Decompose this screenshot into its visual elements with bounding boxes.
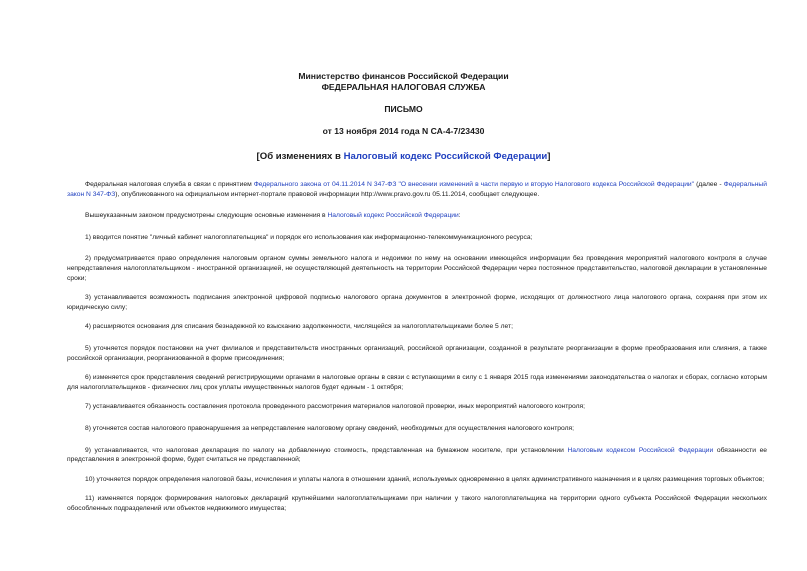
list-item-8: 8) уточняется состав налогового правонарушения за непредставление налоговому органу сведений, необходимых для осуществления налогового контроля; xyxy=(85,424,574,432)
intro-paragraph xyxy=(67,180,767,199)
intro-text-2: (далее - xyxy=(694,181,724,188)
changes-tax-code-link[interactable]: Налоговый кодекс Российской Федерации xyxy=(327,212,459,220)
letter-subject xyxy=(0,150,807,163)
letter-heading: ПИСЬМО xyxy=(384,104,423,114)
letter-body xyxy=(67,180,767,523)
subject-tax-code-link[interactable]: Налоговый кодекс Российской Федерации xyxy=(343,151,548,162)
service-heading: ФЕДЕРАЛЬНАЯ НАЛОГОВАЯ СЛУЖБА xyxy=(321,82,486,92)
intro-text-3: ), опубликованного на официальном интернет-портале правовой информации http://www.pravo.gov.ru 05.11.2014, сообщает следующее. xyxy=(115,190,540,198)
letter-date: от 13 ноября 2014 года N СА-4-7/23430 xyxy=(322,126,485,136)
subject-open: [Об изменениях в xyxy=(256,151,344,162)
changes-intro-paragraph xyxy=(67,211,767,221)
item-9-tax-code-link[interactable]: Налоговым кодексом Российской Федерации xyxy=(567,446,714,454)
changes-intro-text-1: Вышеуказанным законом предусмотрены следующие основные изменения в xyxy=(85,212,328,220)
list-item-9 xyxy=(67,446,767,465)
federal-law-short-link[interactable]: Федеральный закон N 347-ФЗ xyxy=(67,181,767,198)
federal-law-link[interactable]: Федерального закона от 04.11.2014 N 347-ФЗ "О внесении изменений в части первую и вторую Налогового кодекса Российской Федерации" xyxy=(253,181,695,188)
changes-intro-text-2: : xyxy=(458,212,461,220)
list-item-6: 6) изменяется срок представления сведений регистрирующими органами в налоговые органы в связи с вступающими в силу с 1 января 2015 года изменениями законодательства о налогах и сборах, согласно которым для налогоплательщиков - физических лиц срок уплаты имущественных налогов будет единым - 1 октября; xyxy=(67,374,767,391)
list-item-5: 5) уточняется порядок постановки на учет филиалов и представительств иностранных организаций, российской организации, созданной в результате реорганизации в форме преобразования или слияния, а также российской организации, реорганизованной в форме присоединения; xyxy=(67,344,767,362)
ministry-heading: Министерство финансов Российской Федерации xyxy=(298,71,509,81)
subject-close: ] xyxy=(547,151,551,162)
list-item-4: 4) расширяются основания для списания безнадежной ко взысканию задолженности, числящейся за налогоплательщиками более 5 лет; xyxy=(85,323,513,331)
list-item-10: 10) уточняется порядок определения налоговой базы, исчисления и уплаты налога в отношении зданий, используемых одновременно в целях административного назначения и в целях размещения торговых объектов; xyxy=(85,475,765,483)
list-item-1: 1) вводится понятие "личный кабинет налогоплательщика" и порядок его использования как информационно-телекоммуникационного ресурса; xyxy=(85,233,533,241)
list-item-11: 11) изменяется порядок формирования налоговых деклараций крупнейшими налогоплательщиками при наличии у такого налогоплательщика на территории одного субъекта Российской Федерации нескольких обособленных подразделений или объектов недвижимого имущества; xyxy=(67,495,767,512)
list-item-2: 2) предусматривается право определения налоговым органом суммы земельного налога и недоимки по нему на основании имеющейся информации без проведения мероприятий налогового контроля в случае непредставления налогоплательщиком - иностранной организацией, не осуществляющей деятельность на территории Российской Федерации через постоянное представительство, налоговой декларации в установленные сроки; xyxy=(67,255,767,282)
list-item-7: 7) устанавливается обязанность составления протокола проведенного рассмотрения материалов налоговой проверки, иных мероприятий налогового контроля; xyxy=(85,403,585,411)
list-item-3: 3) устанавливается возможность подписания электронной цифровой подписью налогового органа документов в электронной форме, исходящих от должностного лица налогового органа, сохраняя при этом их юридическую силу; xyxy=(67,294,767,311)
intro-text-1: Федеральная налоговая служба в связи с принятием xyxy=(85,181,254,188)
item-9-text-2: обязанности ее представления в электронной форме, будет считаться не представленной; xyxy=(67,446,768,464)
item-9-text-1: 9) устанавливается, что налоговая декларация по налогу на добавленную стоимость, представленная на бумажном носителе, при установлении xyxy=(85,446,568,454)
